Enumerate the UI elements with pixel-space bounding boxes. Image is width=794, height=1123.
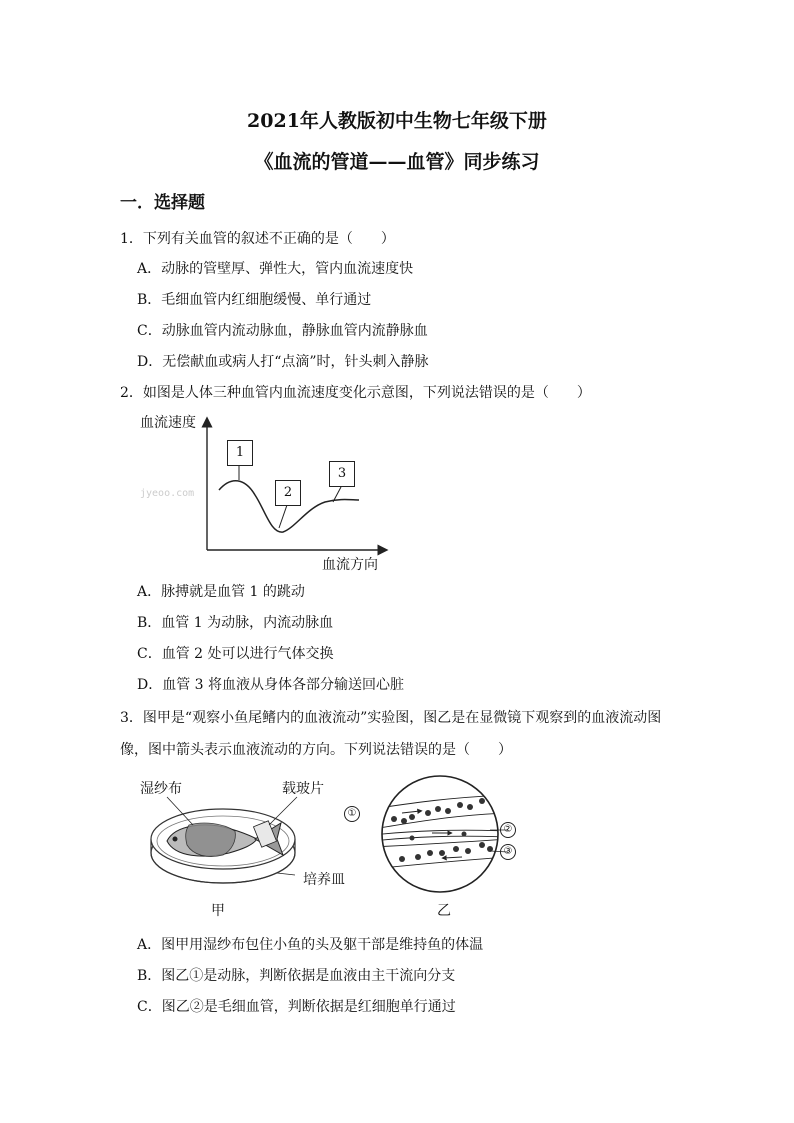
microscope-svg [372, 773, 508, 895]
question-1-option-a: A．动脉的管壁厚、弹性大，管内血流速度快 [137, 261, 414, 277]
fish-dish-svg [145, 795, 305, 895]
caption-a: 甲 [211, 903, 225, 919]
question-2-option-a: A．脉搏就是血管 1 的跳动 [137, 584, 305, 600]
caption-b: 乙 [437, 903, 451, 919]
question-3-stem-line2: 像，图中箭头表示血液流动的方向。下列说法错误的是（ ） [120, 742, 512, 758]
question-2-option-c: C．血管 2 处可以进行气体交换 [137, 646, 334, 662]
marker-2: ② [500, 822, 516, 838]
question-1-option-b: B．毛细血管内红细胞缓慢、单行通过 [137, 292, 372, 308]
view-field [382, 776, 498, 892]
marker-1: ① [344, 806, 360, 822]
watermark: jyeoo.com [140, 488, 195, 499]
wet-gauze-label: 湿纱布 [140, 781, 182, 797]
question-1-option-d: D．无偿献血或病人打“点滴”时，针头刺入静脉 [137, 354, 429, 370]
vessel-label-2: 2 [275, 480, 301, 506]
question-1-option-c: C．动脉血管内流动脉血，静脉血管内流静脉血 [137, 323, 428, 339]
question-3-option-a: A．图甲用湿纱布包住小鱼的头及躯干部是维持鱼的体温 [137, 937, 484, 953]
vessel-label-1: 1 [227, 440, 253, 466]
question-2-option-d: D．血管 3 将血液从身体各部分输送回心脏 [137, 677, 405, 693]
fish-eye [173, 837, 178, 842]
slide-label: 载玻片 [282, 781, 324, 797]
wet-gauze [186, 823, 236, 857]
question-1-stem: 1．下列有关血管的叙述不正确的是（ ） [120, 231, 395, 247]
question-3-option-b: B．图乙①是动脉，判断依据是血液由主干流向分支 [137, 968, 456, 984]
question-3-stem [120, 702, 710, 766]
y-axis-label: 血流速度 [140, 415, 196, 431]
dish-pointer [277, 873, 295, 875]
question-3-stem-line1: 3．图甲是“观察小鱼尾鳍内的血液流动”实验图，图乙是在显微镜下观察到的血液流动图 [120, 710, 662, 726]
page-subtitle: 《血流的管道——血管》同步练习 [254, 151, 540, 173]
pointer-2 [279, 505, 287, 528]
question-2-stem: 2．如图是人体三种血管内血流速度变化示意图，下列说法错误的是（ ） [120, 385, 591, 401]
vessel-label-3: 3 [329, 461, 355, 487]
dish-label: 培养皿 [303, 872, 345, 888]
marker-3: ③ [500, 844, 516, 860]
x-axis-label: 血流方向 [322, 557, 378, 573]
question-3-option-c: C．图乙②是毛细血管，判断依据是红细胞单行通过 [137, 999, 456, 1015]
question-2-option-b: B．血管 1 为动脉，内流动脉血 [137, 615, 334, 631]
page-title: 2021年人教版初中生物七年级下册 [247, 110, 547, 132]
slide-pointer [269, 797, 297, 825]
section-title: 一．选择题 [120, 193, 205, 213]
